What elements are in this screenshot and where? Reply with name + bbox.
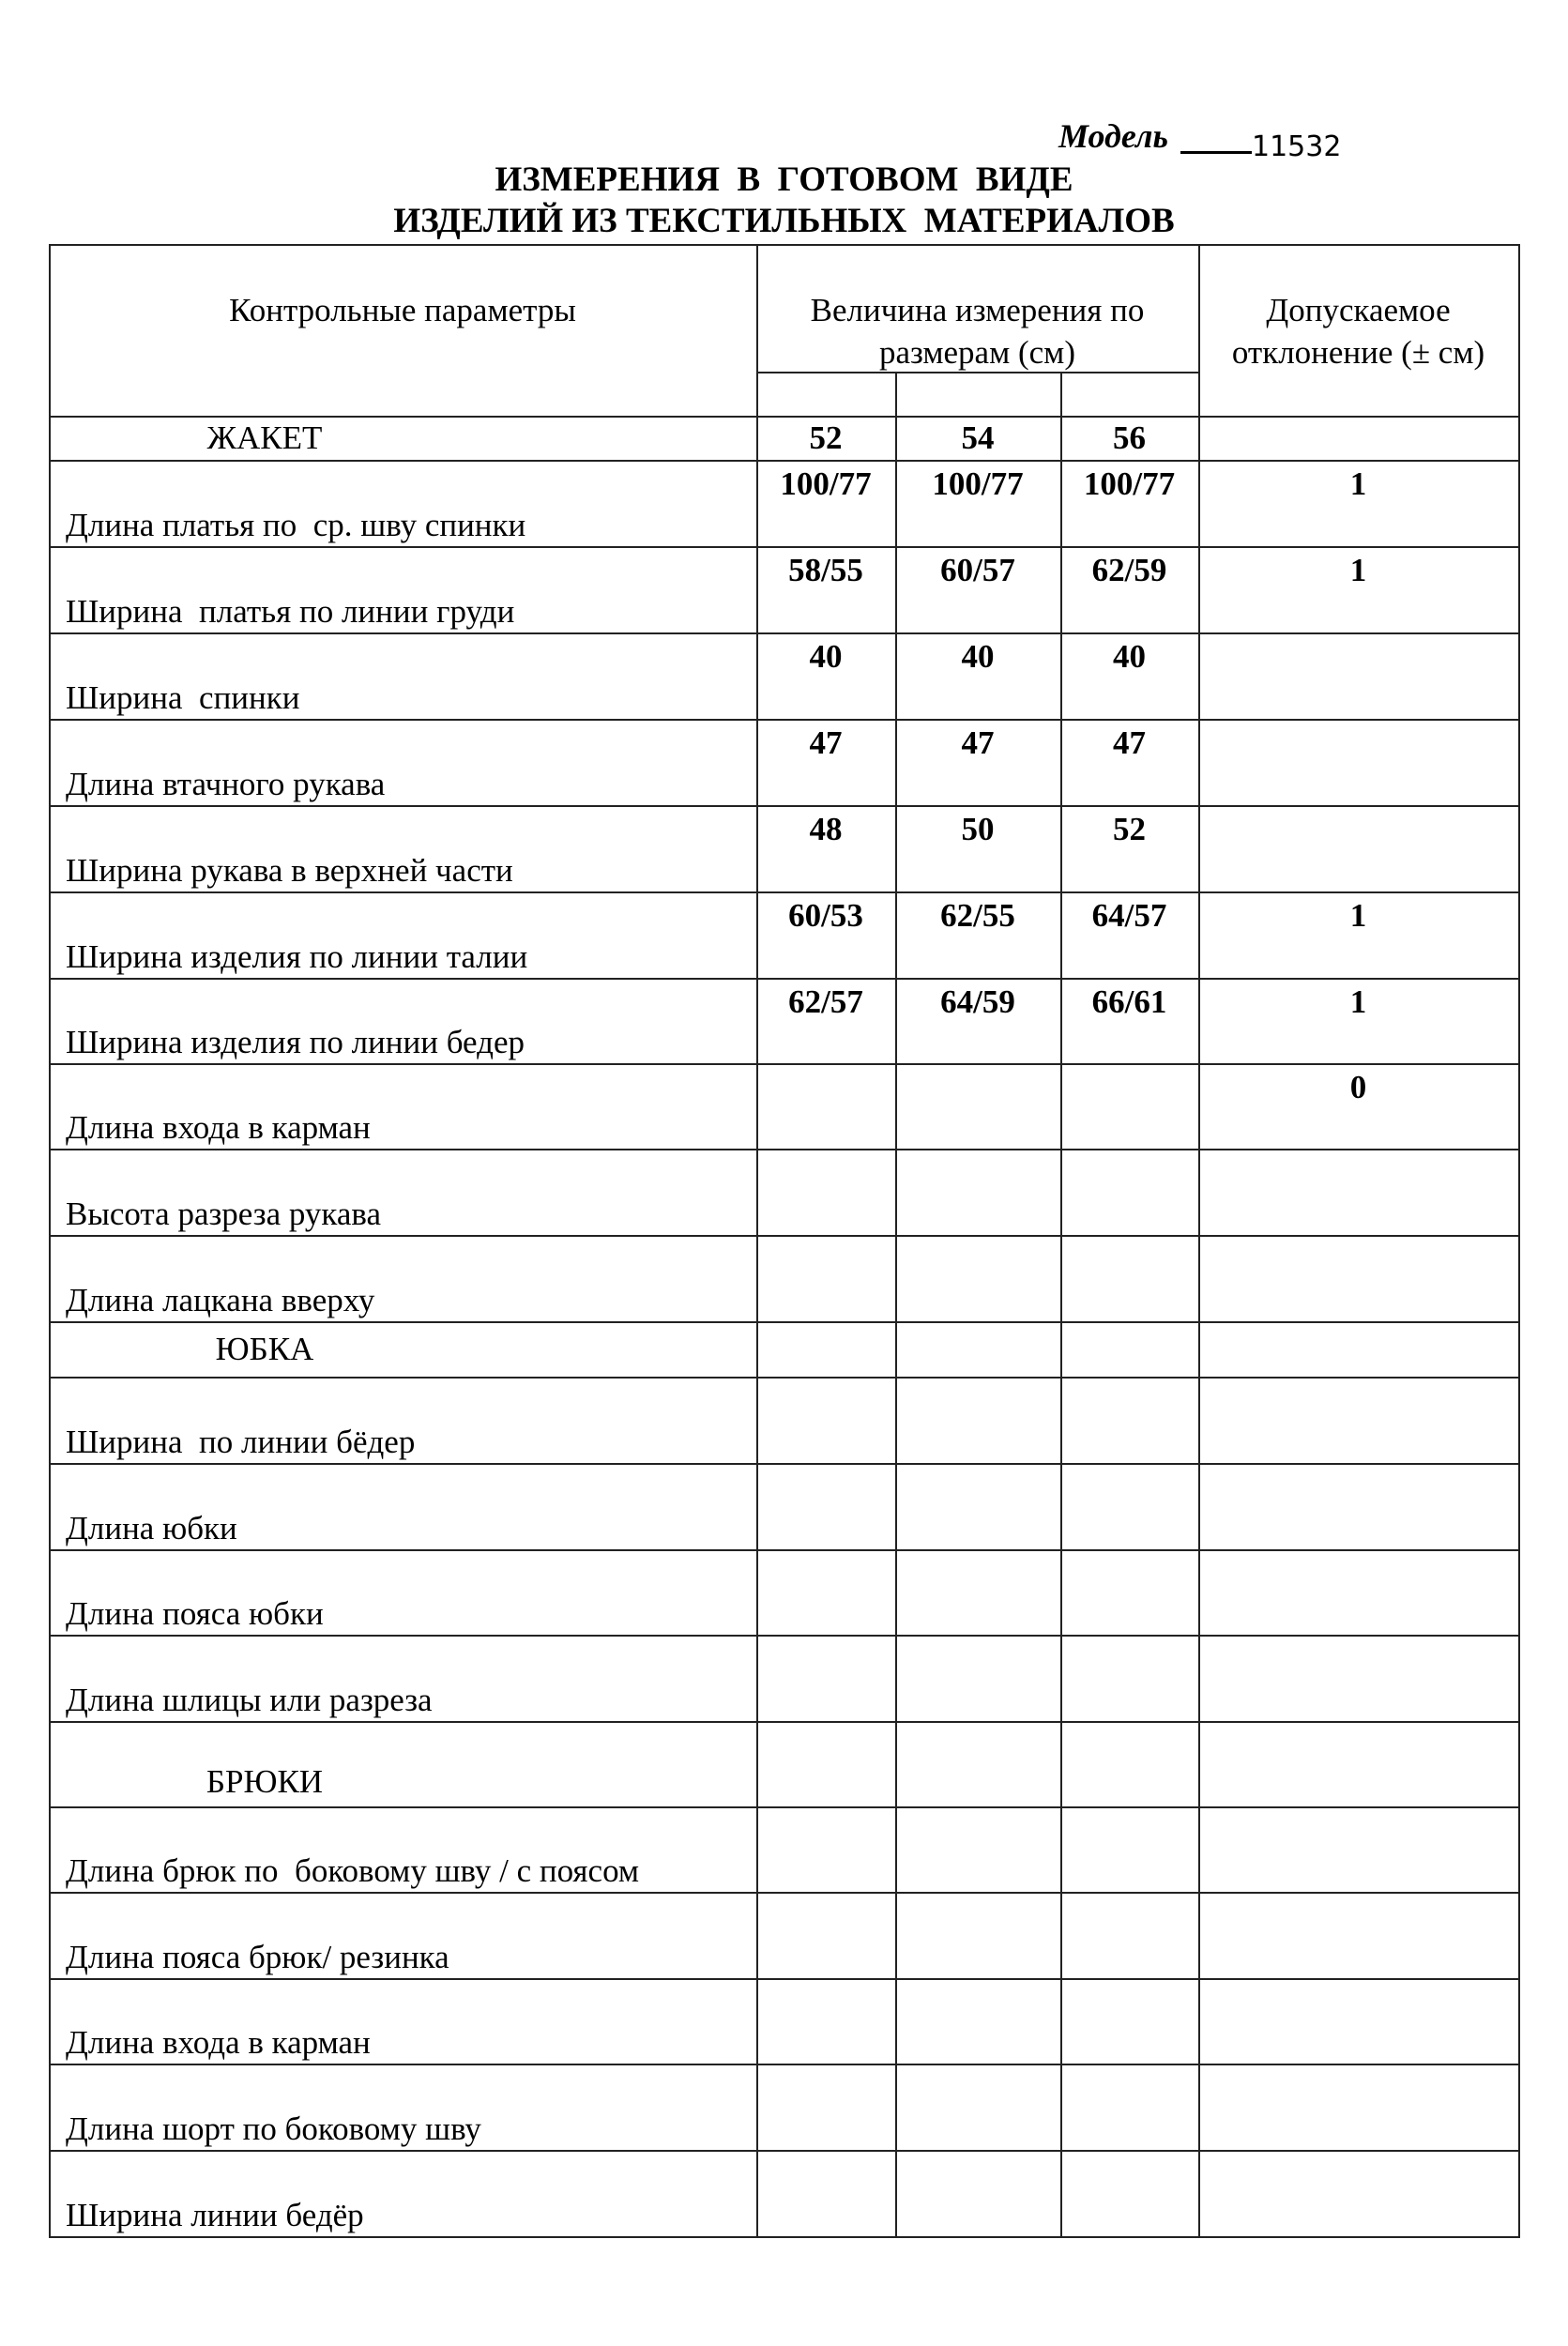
- model-label: Модель: [1058, 117, 1168, 155]
- table-rule: [49, 244, 51, 2238]
- parameter-label: Длина входа в карман: [66, 2024, 371, 2061]
- table-rule: [49, 1377, 1518, 1379]
- table-rule: [49, 1635, 1518, 1637]
- measurement-value: 47: [809, 724, 843, 761]
- column-header-parameters: Контрольные параметры: [229, 292, 576, 328]
- table-rule: [49, 805, 1518, 807]
- column-header-measurement: Величина измерения по: [810, 292, 1145, 328]
- measurement-value: 48: [809, 811, 843, 847]
- parameter-label: Ширина рукава в верхней части: [66, 852, 513, 889]
- table-rule: [1518, 244, 1520, 2238]
- table-rule: [49, 2064, 1518, 2065]
- table-rule: [49, 416, 1518, 418]
- parameter-label: Длина шлицы или разреза: [66, 1682, 433, 1718]
- parameter-label: Длина лацкана вверху: [66, 1282, 375, 1318]
- document-title-line2: ИЗДЕЛИЙ ИЗ ТЕКСТИЛЬНЫХ МАТЕРИАЛОВ: [393, 202, 1175, 240]
- parameter-label: Длина пояса брюк/ резинка: [66, 1939, 449, 1975]
- parameter-label: Длина брюк по боковому шву / с поясом: [66, 1852, 640, 1889]
- parameter-label: Ширина по линии бёдер: [66, 1424, 416, 1460]
- tolerance-value: 1: [1349, 465, 1367, 502]
- section-title: БРЮКИ: [206, 1763, 324, 1800]
- parameter-label: Ширина изделия по линии талии: [66, 938, 528, 975]
- table-rule: [49, 1235, 1518, 1237]
- measurement-value: 100/77: [932, 465, 1024, 502]
- model-number: 11532: [1252, 130, 1342, 163]
- parameter-label: Ширина линии бедёр: [66, 2197, 364, 2233]
- measurement-value: 64/59: [940, 983, 1015, 1020]
- table-rule: [49, 460, 1518, 462]
- parameter-label: Высота разреза рукава: [66, 1196, 382, 1232]
- measurement-value: 100/77: [1083, 465, 1176, 502]
- table-rule: [49, 1063, 1518, 1065]
- table-rule: [49, 1549, 1518, 1551]
- parameter-label: Длина шорт по боковому шву: [66, 2110, 481, 2147]
- parameter-label: Ширина изделия по линии бедер: [66, 1024, 525, 1060]
- measurement-value: 47: [961, 724, 995, 761]
- column-header-tolerance: Допускаемое: [1266, 292, 1451, 328]
- table-rule: [49, 2236, 1518, 2238]
- table-rule: [49, 1978, 1518, 1980]
- section-title: ЮБКА: [215, 1331, 314, 1367]
- table-rule: [49, 244, 1518, 246]
- table-rule: [49, 1149, 1518, 1150]
- document-title-line1: ИЗМЕРЕНИЯ В ГОТОВОМ ВИДЕ: [495, 160, 1073, 199]
- parameter-label: Длина втачного рукава: [66, 766, 386, 802]
- table-rule: [49, 1806, 1518, 1808]
- table-rule: [49, 891, 1518, 893]
- measurement-value: 40: [1113, 638, 1146, 675]
- measurement-value: 62/57: [788, 983, 863, 1020]
- model-underline: [1180, 151, 1252, 154]
- measurement-value: 40: [809, 638, 843, 675]
- measurement-value: 47: [1113, 724, 1146, 761]
- table-rule: [49, 2150, 1518, 2152]
- measurement-value: 100/77: [780, 465, 872, 502]
- measurement-value: 40: [961, 638, 995, 675]
- column-header-measurement-unit: размерам (см): [879, 334, 1075, 371]
- parameter-label: Ширина спинки: [66, 679, 300, 716]
- parameter-label: Ширина платья по линии груди: [66, 593, 515, 630]
- parameter-label: Длина юбки: [66, 1510, 237, 1546]
- column-header-tolerance-unit: отклонение (± см): [1231, 334, 1485, 371]
- tolerance-value: 1: [1349, 897, 1367, 934]
- tolerance-value: 1: [1349, 552, 1367, 588]
- size-header: 52: [809, 419, 843, 456]
- table-rule: [49, 1321, 1518, 1323]
- parameter-label: Длина платья по ср. шву спинки: [66, 507, 526, 543]
- tolerance-value: 0: [1349, 1069, 1367, 1105]
- table-rule: [49, 1892, 1518, 1894]
- table-rule: [756, 244, 758, 2236]
- measurement-value: 66/61: [1091, 983, 1167, 1020]
- table-rule: [49, 632, 1518, 634]
- parameter-label: Длина пояса юбки: [66, 1595, 324, 1632]
- table-rule: [49, 546, 1518, 548]
- measurement-value: 62/55: [940, 897, 1015, 934]
- measurement-value: 64/57: [1091, 897, 1167, 934]
- table-rule: [49, 719, 1518, 721]
- section-title: ЖАКЕТ: [206, 419, 323, 456]
- table-rule: [49, 978, 1518, 980]
- table-rule: [49, 1463, 1518, 1465]
- measurement-value: 58/55: [788, 552, 863, 588]
- size-header: 54: [961, 419, 995, 456]
- measurement-value: 60/53: [788, 897, 863, 934]
- measurement-value: 52: [1113, 811, 1146, 847]
- parameter-label: Длина входа в карман: [66, 1109, 371, 1146]
- measurement-value: 60/57: [940, 552, 1015, 588]
- size-header: 56: [1113, 419, 1146, 456]
- table-rule: [49, 1721, 1518, 1723]
- measurement-value: 50: [961, 811, 995, 847]
- table-rule: [1198, 244, 1200, 2236]
- tolerance-value: 1: [1349, 983, 1367, 1020]
- measurement-value: 62/59: [1091, 552, 1167, 588]
